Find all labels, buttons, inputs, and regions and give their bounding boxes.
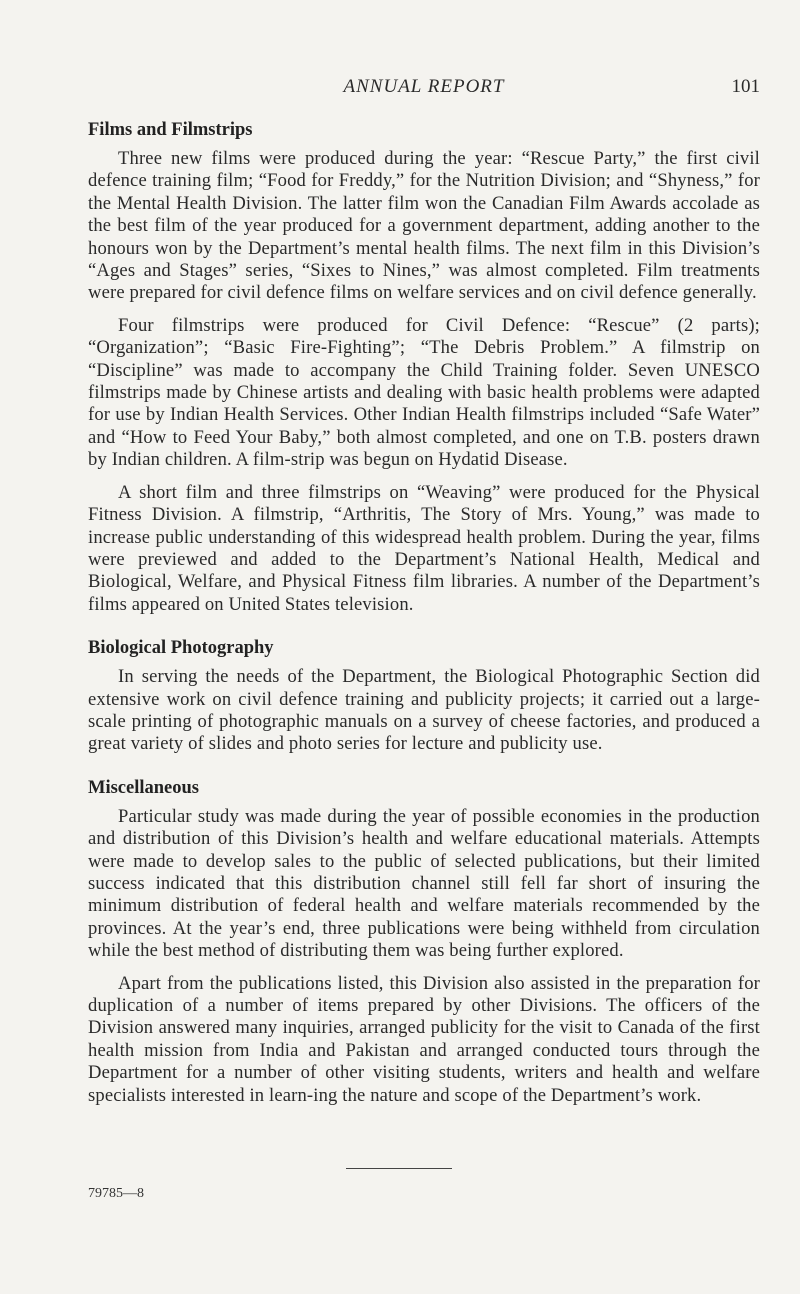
page-number: 101 [731, 76, 760, 97]
section-biological-photography [88, 636, 760, 756]
section-heading: Films and Filmstrips [88, 120, 253, 140]
footer-rule [346, 1168, 452, 1169]
running-header [88, 76, 760, 104]
paragraph: Four filmstrips were produced for Civil Defence: “Rescue” (2 parts); “Organization”; “Basic Fire-Fighting”; “The Debris Problem.” A filmstrip on “Discipline” was made to accompany the Child Training folder. Seven UNESCO filmstrips made by Chinese artists and dealing with basic health problems were adapted for use by Indian Health Services. Other Indian Health filmstrips included “Safe Water” and “How to Feed Your Baby,” both almost completed, and one on T.B. posters drawn by Indian children. A film-strip was begun on Hydatid Disease. [88, 314, 760, 471]
section-heading: Miscellaneous [88, 777, 199, 798]
section-heading: Biological Photography [88, 638, 274, 659]
paragraph: In serving the needs of the Department, the Biological Photographic Section did extensive work on civil defence training and publicity projects; it carried out a large-scale printing of photographic manuals on a survey of cheese factories, and produced a great variety of slides and photo series for lecture and publicity use. [88, 666, 760, 755]
paragraph: Apart from the publications listed, this Division also assisted in the preparation for duplication of a number of items prepared by other Divisions. The officers of the Division answered many inquiries, arranged publicity for the visit to Canada of the first health mission from India and Pakistan and arranged conducted tours through the Department for a number of other visiting students, writers and health and welfare specialists interested in learn-ing the nature and scope of the Department’s work. [88, 972, 760, 1106]
section-miscellaneous [88, 776, 760, 1107]
body-content [88, 118, 760, 1107]
paragraph: Three new films were produced during the year: “Rescue Party,” the first civil defence training film; “Food for Freddy,” for the Nutrition Division; and “Shyness,” for the Mental Health Division. The latter film won the Canadian Film Awards accolade as the best film of the year produced for a government department, adding another to the honours won by the Department’s mental health films. The next film in this Division’s “Ages and Stages” series, “Sixes to Nines,” was almost completed. Film treatments were prepared for civil defence films on welfare services and on civil defence generally. [88, 148, 760, 304]
footer-code: 79785—8 [88, 1186, 144, 1201]
running-title: ANNUAL REPORT [343, 76, 505, 97]
section-films-and-filmstrips [88, 118, 760, 616]
paragraph: A short film and three filmstrips on “Weaving” were produced for the Physical Fitness Division. A filmstrip, “Arthritis, The Story of Mrs. Young,” was made to increase public understanding of this widespread health problem. During the year, films were previewed and added to the Department’s National Health, Medical and Biological, Welfare, and Physical Fitness film libraries. A number of the Department’s films appeared on United States television. [88, 481, 760, 615]
paragraph: Particular study was made during the year of possible economies in the production and distribution of this Division’s health and welfare educational materials. Attempts were made to develop sales to the public of selected publications, but their limited success indicated that this distribution channel still fell far short of insuring the minimum distribution of federal health and welfare materials recommended by the provinces. At the year’s end, three publications were being withheld from circulation while the best method of distributing them was being further explored. [88, 805, 760, 962]
